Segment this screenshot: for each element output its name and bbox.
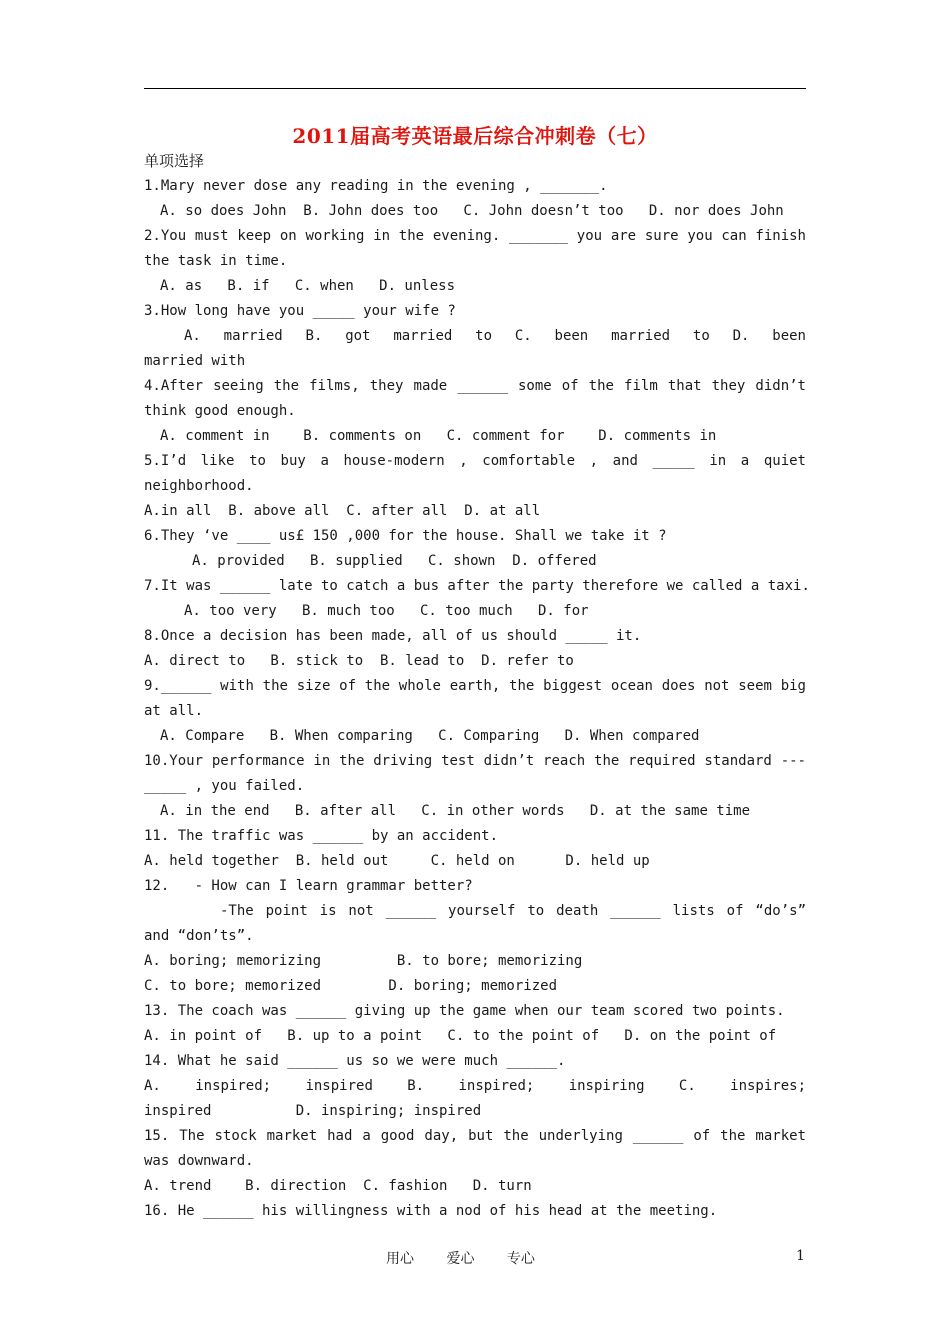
text-line: 16. He ______ his willingness with a nod of his head at the meeting. — [144, 1203, 718, 1219]
header-rule — [144, 88, 806, 89]
text-line: 13. The coach was ______ giving up the game when our team scored two points. — [144, 1003, 785, 1019]
text-line: the task in time. — [144, 253, 288, 269]
text-line: 14. What he said ______ us so we were much ______. — [144, 1053, 566, 1069]
text-line: A. direct to B. stick to B. lead to D. refer to — [144, 653, 574, 669]
text-line: A. trend B. direction C. fashion D. turn — [144, 1178, 532, 1194]
text-line: married with — [144, 353, 246, 369]
text-line: A. married B. got married to C. been married to D. been — [184, 328, 806, 344]
text-line: 15. The stock market had a good day, but the underlying ______ of the market — [144, 1128, 806, 1144]
text-line: A. boring; memorizing B. to bore; memorizing — [144, 953, 583, 969]
text-line: A. comment in B. comments on C. comment for D. comments in — [160, 428, 717, 444]
text-line: 3.How long have you _____ your wife ? — [144, 303, 456, 319]
text-line: 1.Mary never dose any reading in the evening , _______. — [144, 178, 608, 194]
document-title: 2011届高考英语最后综合冲刺卷（七） — [292, 124, 658, 148]
text-line: think good enough. — [144, 403, 296, 419]
text-line: 11. The traffic was ______ by an accident. — [144, 828, 499, 844]
text-line: A. in point of B. up to a point C. to the point of D. on the point of — [144, 1028, 777, 1044]
question-body — [144, 174, 810, 1224]
text-line: _____ , you failed. — [144, 778, 305, 794]
section-heading: 单项选择 — [144, 152, 205, 170]
text-line: and “don’ts”. — [144, 928, 254, 944]
text-line: A. so does John B. John does too C. John doesn’t too D. nor does John — [160, 203, 784, 219]
text-line: inspired D. inspiring; inspired — [144, 1103, 482, 1119]
text-line: 9.______ with the size of the whole earth, the biggest ocean does not seem big — [144, 678, 806, 694]
text-line: 10.Your performance in the driving test didn’t reach the required standard --- — [144, 753, 806, 769]
text-line: 6.They ‘ve ____ us£ 150 ,000 for the house. Shall we take it ? — [144, 528, 667, 544]
text-line: A. inspired; inspired B. inspired; inspiring C. inspires; — [144, 1078, 806, 1094]
text-line: A.in all B. above all C. after all D. at all — [144, 503, 541, 519]
footer-motto: 用心 爱心 专心 — [386, 1251, 535, 1267]
text-line: A. provided B. supplied C. shown D. offered — [192, 553, 597, 569]
text-line: 2.You must keep on working in the evening. _______ you are sure you can finish — [144, 228, 806, 244]
text-line: -The point is not ______ yourself to death ______ lists of “do’s” — [220, 903, 806, 919]
text-line: A. too very B. much too C. too much D. for — [184, 603, 589, 619]
page-number: 1 — [796, 1248, 805, 1264]
text-line: neighborhood. — [144, 478, 254, 494]
text-line: A. Compare B. When comparing C. Comparing D. When compared — [160, 728, 700, 744]
text-line: 7.It was ______ late to catch a bus after the party therefore we called a taxi. — [144, 578, 810, 594]
text-line: A. as B. if C. when D. unless — [160, 278, 456, 294]
text-line: A. held together B. held out C. held on D. held up — [144, 853, 650, 869]
text-line: 12. - How can I learn grammar better? — [144, 878, 473, 894]
text-line: A. in the end B. after all C. in other words D. at the same time — [160, 803, 751, 819]
text-line: 5.I’d like to buy a house-modern , comfortable , and _____ in a quiet — [144, 453, 806, 469]
text-line: at all. — [144, 703, 204, 719]
text-line: was downward. — [144, 1153, 254, 1169]
text-line: 4.After seeing the films, they made ______ some of the film that they didn’t — [144, 378, 806, 394]
text-line: C. to bore; memorized D. boring; memorized — [144, 978, 558, 994]
text-line: 8.Once a decision has been made, all of us should _____ it. — [144, 628, 642, 644]
